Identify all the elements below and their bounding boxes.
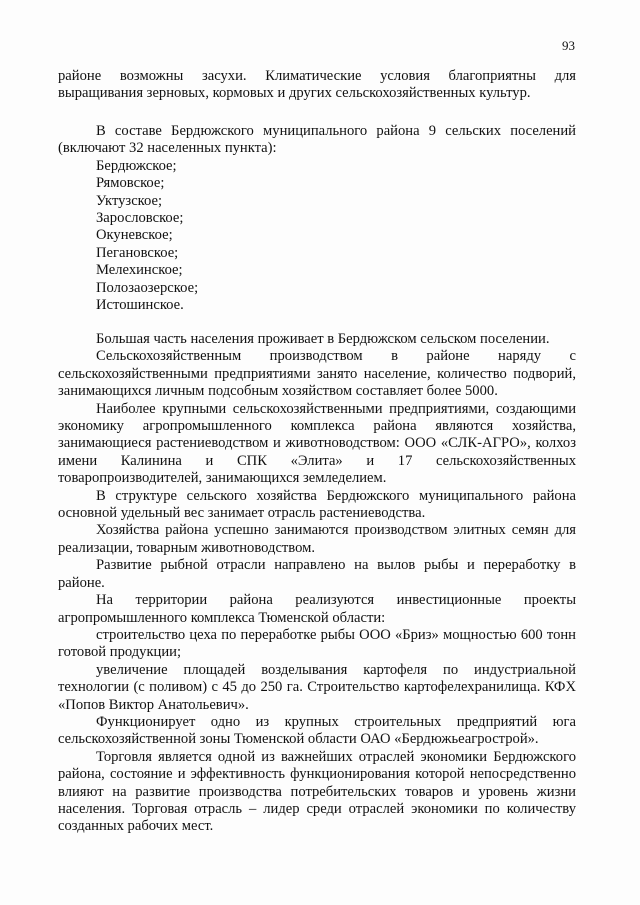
main-text xyxy=(58,331,576,836)
list-item: Истошинское. xyxy=(96,297,184,314)
list-item: Мелехинское; xyxy=(96,262,183,279)
paragraph: Наиболее крупными сельскохозяйственными предприятиями, создающими экономику агропромышленного комплекса района являются хозяйства, занимающиеся растениеводством и животноводством: ООО «СЛК-АГРО», колхоз имени Калинина и СПК «Элита» и 17 сельскохозяйственных товаропроизводителей, занимающихся земледелием. xyxy=(58,400,576,487)
paragraph: В структуре сельского хозяйства Бердюжского муниципального района основной удельный вес занимает отрасль растениеводства. xyxy=(58,487,576,522)
paragraph: Функционирует одно из крупных строительных предприятий юга сельскохозяйственной зоны Тюменской области ОАО «Бердюжьеагрострой». xyxy=(58,713,576,748)
paragraph: Торговля является одной из важнейших отраслей экономики Бердюжского района, состояние и эффективность функционирования которой непосредственно влияют на развитие производства потребительских товаров и уровень жизни населения. Торговая отрасль – лидер среди отраслей экономики по количеству созданных рабочих мест. xyxy=(58,748,576,835)
paragraph: Развитие рыбной отрасли направлено на вылов рыбы и переработку в районе. xyxy=(58,557,576,591)
list-item: Рямовское; xyxy=(96,175,165,192)
page-number: 93 xyxy=(562,38,575,53)
intro-text xyxy=(58,68,576,103)
intro-line-2: выращивания зерновых, кормовых и других сельскохозяйственных культур. xyxy=(58,85,531,102)
paragraph: строительство цеха по переработке рыбы ООО «Бриз» мощностью 600 тонн готовой продукции; xyxy=(58,626,576,661)
paragraph: На территории района реализуются инвестиционные проекты агропромышленного комплекса Тюменской области: xyxy=(58,592,576,626)
paragraph: Хозяйства района успешно занимаются производством элитных семян для реализации, товарным животноводством. xyxy=(58,522,576,556)
paragraph: Сельскохозяйственным производством в районе наряду с сельскохозяйственными предприятиями занято население, количество подворий, занимающихся личным подсобным хозяйством составляет более 5000. xyxy=(58,348,576,400)
settlements-section xyxy=(58,123,576,314)
list-item: Зарословское; xyxy=(96,210,184,227)
settlements-list xyxy=(58,158,576,315)
intro-line-1: районе возможны засухи. Климатические условия благоприятны для xyxy=(58,68,576,84)
paragraph: Большая часть населения проживает в Бердюжском сельском поселении. xyxy=(96,331,550,347)
list-item: Бердюжское; xyxy=(96,157,177,174)
list-item: Уктузское; xyxy=(96,192,163,209)
settlements-lead: В составе Бердюжского муниципального района 9 сельских поселений (включают 32 населенных пункта): xyxy=(58,123,576,157)
paragraph: увеличение площадей возделывания картофеля по индустриальной технологии (с поливом) с 45 до 250 га. Строительство картофелехранилища. КФХ «Попов Виктор Анатольевич». xyxy=(58,661,576,713)
list-item: Полозаозерское; xyxy=(96,279,199,296)
list-item: Пегановское; xyxy=(96,244,179,261)
list-item: Окуневское; xyxy=(96,227,173,244)
